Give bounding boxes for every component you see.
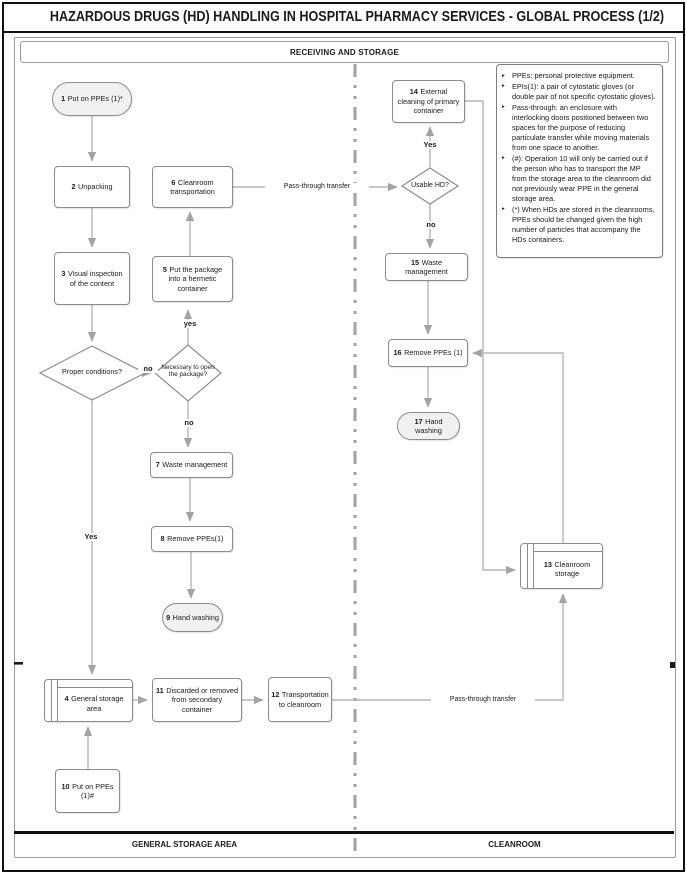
note-text: (*) When HDs are stored in the cleanrooms, PPEs should be changed given the high number of particles that accompany the HDs containers. xyxy=(512,204,655,244)
edge-label-yes: Yes xyxy=(417,141,443,149)
bullet-icon: ▸ xyxy=(502,72,505,79)
node-14-external-cleaning xyxy=(392,80,465,123)
node-label: Cleanroom storage xyxy=(554,559,591,578)
storage-shape-line xyxy=(51,680,52,721)
lane-label-text: CLEANROOM xyxy=(488,839,541,849)
node-label: Visual inspection of the content xyxy=(67,269,123,288)
node-label: Hand washing xyxy=(172,612,219,622)
decision-proper-conditions: Proper conditions? xyxy=(62,367,122,376)
edge-label-no: no xyxy=(176,419,202,427)
arrow-12-to-13 xyxy=(332,594,563,700)
node-label: Cleanroom transportation xyxy=(170,177,215,196)
node-label: Unpacking xyxy=(78,182,113,192)
bullet-icon: ▸ xyxy=(502,104,505,111)
node-number: 11 xyxy=(156,685,164,695)
edge-label-pass-through-bottom: Pass-through transfer xyxy=(431,696,535,704)
lane-label-text: GENERAL STORAGE AREA xyxy=(131,839,238,849)
node-label: External cleaning of primary container xyxy=(397,87,460,116)
node-label: Transportation to cleanroom xyxy=(278,690,329,709)
node-label: Discarded or removed from secondary container xyxy=(166,685,239,714)
storage-shape-line xyxy=(57,687,132,688)
note-item xyxy=(502,71,656,81)
edge-label-no: no xyxy=(138,365,158,373)
node-2-unpacking xyxy=(54,166,130,208)
node-number: 1 xyxy=(61,94,66,104)
note-text: PPEs: personal protective equipment. xyxy=(512,71,635,80)
note-text: Pass-through: an enclosure with interlocking doors positioned between two spaces for the purpose of reducing particulate transfer while moving materials from one space to another. xyxy=(512,102,650,152)
node-number: 16 xyxy=(393,348,402,358)
storage-shape-line xyxy=(527,544,528,588)
lane-label-general-storage-area xyxy=(14,834,355,855)
node-label: Put the package into a hermetic container xyxy=(168,264,223,293)
node-4-general-storage-area xyxy=(44,679,133,722)
bullet-icon: ▸ xyxy=(502,155,505,162)
node-label: Remove PPEs (1) xyxy=(404,348,463,358)
node-number: 17 xyxy=(414,416,423,426)
node-label: General storage area xyxy=(71,694,124,713)
node-9-hand-washing xyxy=(162,603,223,632)
node-number: 7 xyxy=(155,460,160,470)
node-number: 3 xyxy=(61,269,66,279)
node-15-waste-management xyxy=(385,253,468,281)
note-text: (#): Operation 10 will only be carried out if the person who has to transport the MP from the storage area to the cleanroom did not previously wear PPE in the general storage area. xyxy=(512,153,651,203)
node-5-hermetic-container xyxy=(152,256,233,302)
node-number: 14 xyxy=(409,87,418,97)
node-12-transportation-cleanroom xyxy=(268,677,332,722)
node-10-put-on-ppes xyxy=(55,769,120,813)
node-label: Waste management xyxy=(162,460,228,470)
node-number: 2 xyxy=(71,182,76,192)
node-13-cleanroom-storage xyxy=(520,543,603,589)
storage-shape-line xyxy=(533,551,602,552)
node-6-cleanroom-transportation xyxy=(152,166,233,208)
legend-notes-panel xyxy=(496,64,663,258)
node-number: 8 xyxy=(160,534,165,544)
note-text: EPIs(1): a pair of cytostatic gloves (or double pair of not specific cytostatic gloves). xyxy=(512,81,656,101)
node-number: 13 xyxy=(543,559,552,569)
bullet-icon: ▸ xyxy=(502,206,505,213)
node-7-waste-management xyxy=(150,452,233,478)
node-label: Hand washing xyxy=(415,416,443,435)
node-number: 10 xyxy=(61,781,70,791)
right-frame-tick xyxy=(670,662,675,668)
note-item xyxy=(502,82,656,102)
edge-label-pass-through-top: Pass-through transfer xyxy=(265,183,369,191)
lane-label-cleanroom xyxy=(355,834,674,855)
note-item xyxy=(502,154,656,204)
edge-label-yes: yes xyxy=(177,320,203,328)
decision-usable-hd: Usable HD? xyxy=(411,182,449,189)
page-title: HAZARDOUS DRUGS (HD) HANDLING IN HOSPITAL PHARMACY SERVICES - GLOBAL PROCESS (1/2) xyxy=(49,9,665,25)
node-8-remove-ppes xyxy=(151,526,233,552)
edge-label-no: no xyxy=(418,221,444,229)
node-label: Put on PPEs (1)* xyxy=(67,94,123,104)
node-number: 12 xyxy=(271,690,280,700)
node-label: Remove PPEs(1) xyxy=(167,534,224,544)
decision-necessary-open: Necessary to open the package? xyxy=(161,364,215,379)
node-label: Waste management xyxy=(405,257,448,276)
node-1-put-on-ppes xyxy=(52,82,132,116)
note-item xyxy=(502,103,656,153)
note-item xyxy=(502,205,656,245)
node-11-discarded-secondary-container xyxy=(152,678,242,722)
node-label: Put on PPEs (1)# xyxy=(72,781,114,800)
node-number: 15 xyxy=(410,257,420,267)
node-number: 4 xyxy=(64,694,69,704)
node-number: 5 xyxy=(162,264,167,274)
phase-header: RECEIVING AND STORAGE xyxy=(20,41,669,63)
node-17-hand-washing xyxy=(397,412,460,440)
arrow-13-to-16 xyxy=(473,353,563,543)
node-number: 6 xyxy=(171,177,176,187)
node-number: 9 xyxy=(166,612,171,622)
bullet-icon: ▸ xyxy=(502,83,505,90)
left-frame-tick xyxy=(14,662,23,665)
node-16-remove-ppes xyxy=(388,339,468,367)
edge-label-yes: Yes xyxy=(78,533,104,541)
node-3-visual-inspection xyxy=(54,252,130,305)
